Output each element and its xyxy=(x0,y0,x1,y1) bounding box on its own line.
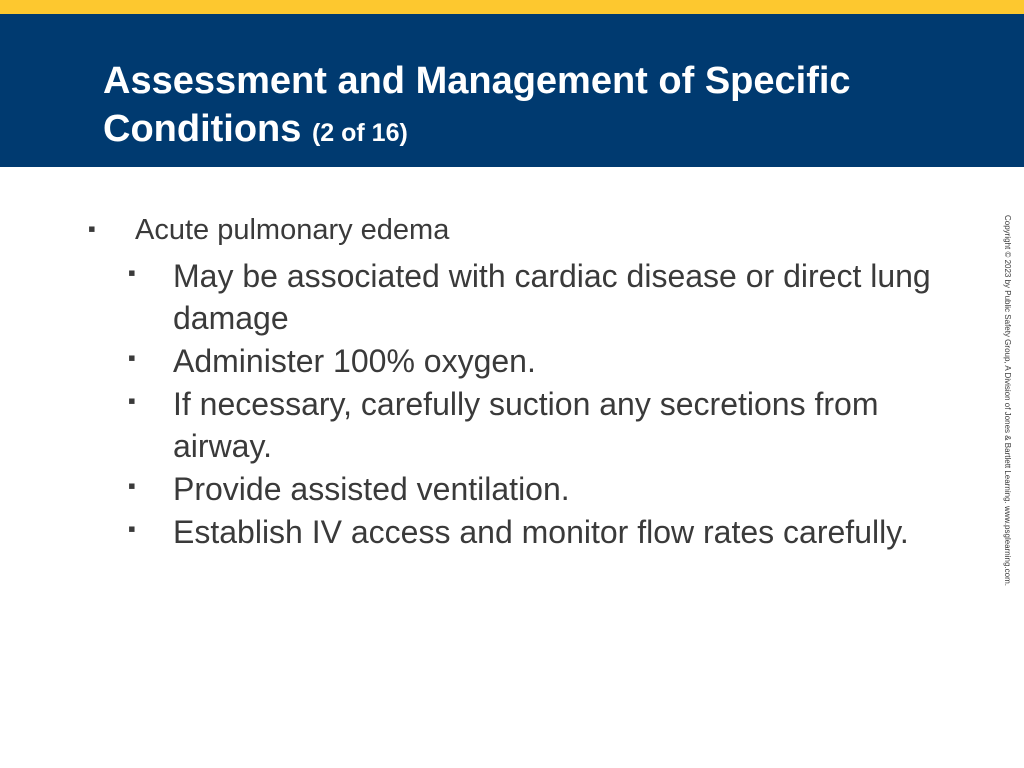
bullet-level2-text: Establish IV access and monitor flow rates carefully. xyxy=(173,514,909,550)
bullet-level2-item xyxy=(0,383,1024,467)
bullet-level2-text: Administer 100% oxygen. xyxy=(173,343,536,379)
bullet-marker: ▪ xyxy=(88,216,96,241)
bullet-level2-text: Provide assisted ventilation. xyxy=(173,471,570,507)
slide-title-main: Assessment and Management of Specific Conditions xyxy=(103,60,851,150)
bullet-level2-text: If necessary, carefully suction any secretions from airway. xyxy=(173,386,879,464)
bullet-marker: ▪ xyxy=(128,260,136,285)
bullet-marker: ▪ xyxy=(128,388,136,413)
bullet-level2-item xyxy=(0,468,1024,510)
bullet-level2-list xyxy=(0,255,1024,554)
bullet-level2-item xyxy=(0,255,1024,339)
bullet-marker: ▪ xyxy=(128,345,136,370)
bullet-level1-text: Acute pulmonary edema xyxy=(135,214,450,246)
copyright-notice: Copyright © 2023 by Public Safety Group, A Division of Jones & Bartlett Learning. www.psglearning.com. xyxy=(1003,215,1012,586)
slide-title-sub: (2 of 16) xyxy=(311,119,408,147)
bullet-level2-item xyxy=(0,511,1024,553)
bullet-level2-item xyxy=(0,340,1024,382)
bullet-level2-text: May be associated with cardiac disease or direct lung damage xyxy=(173,258,931,336)
bullet-marker: ▪ xyxy=(128,473,136,498)
bullet-marker: ▪ xyxy=(128,516,136,541)
